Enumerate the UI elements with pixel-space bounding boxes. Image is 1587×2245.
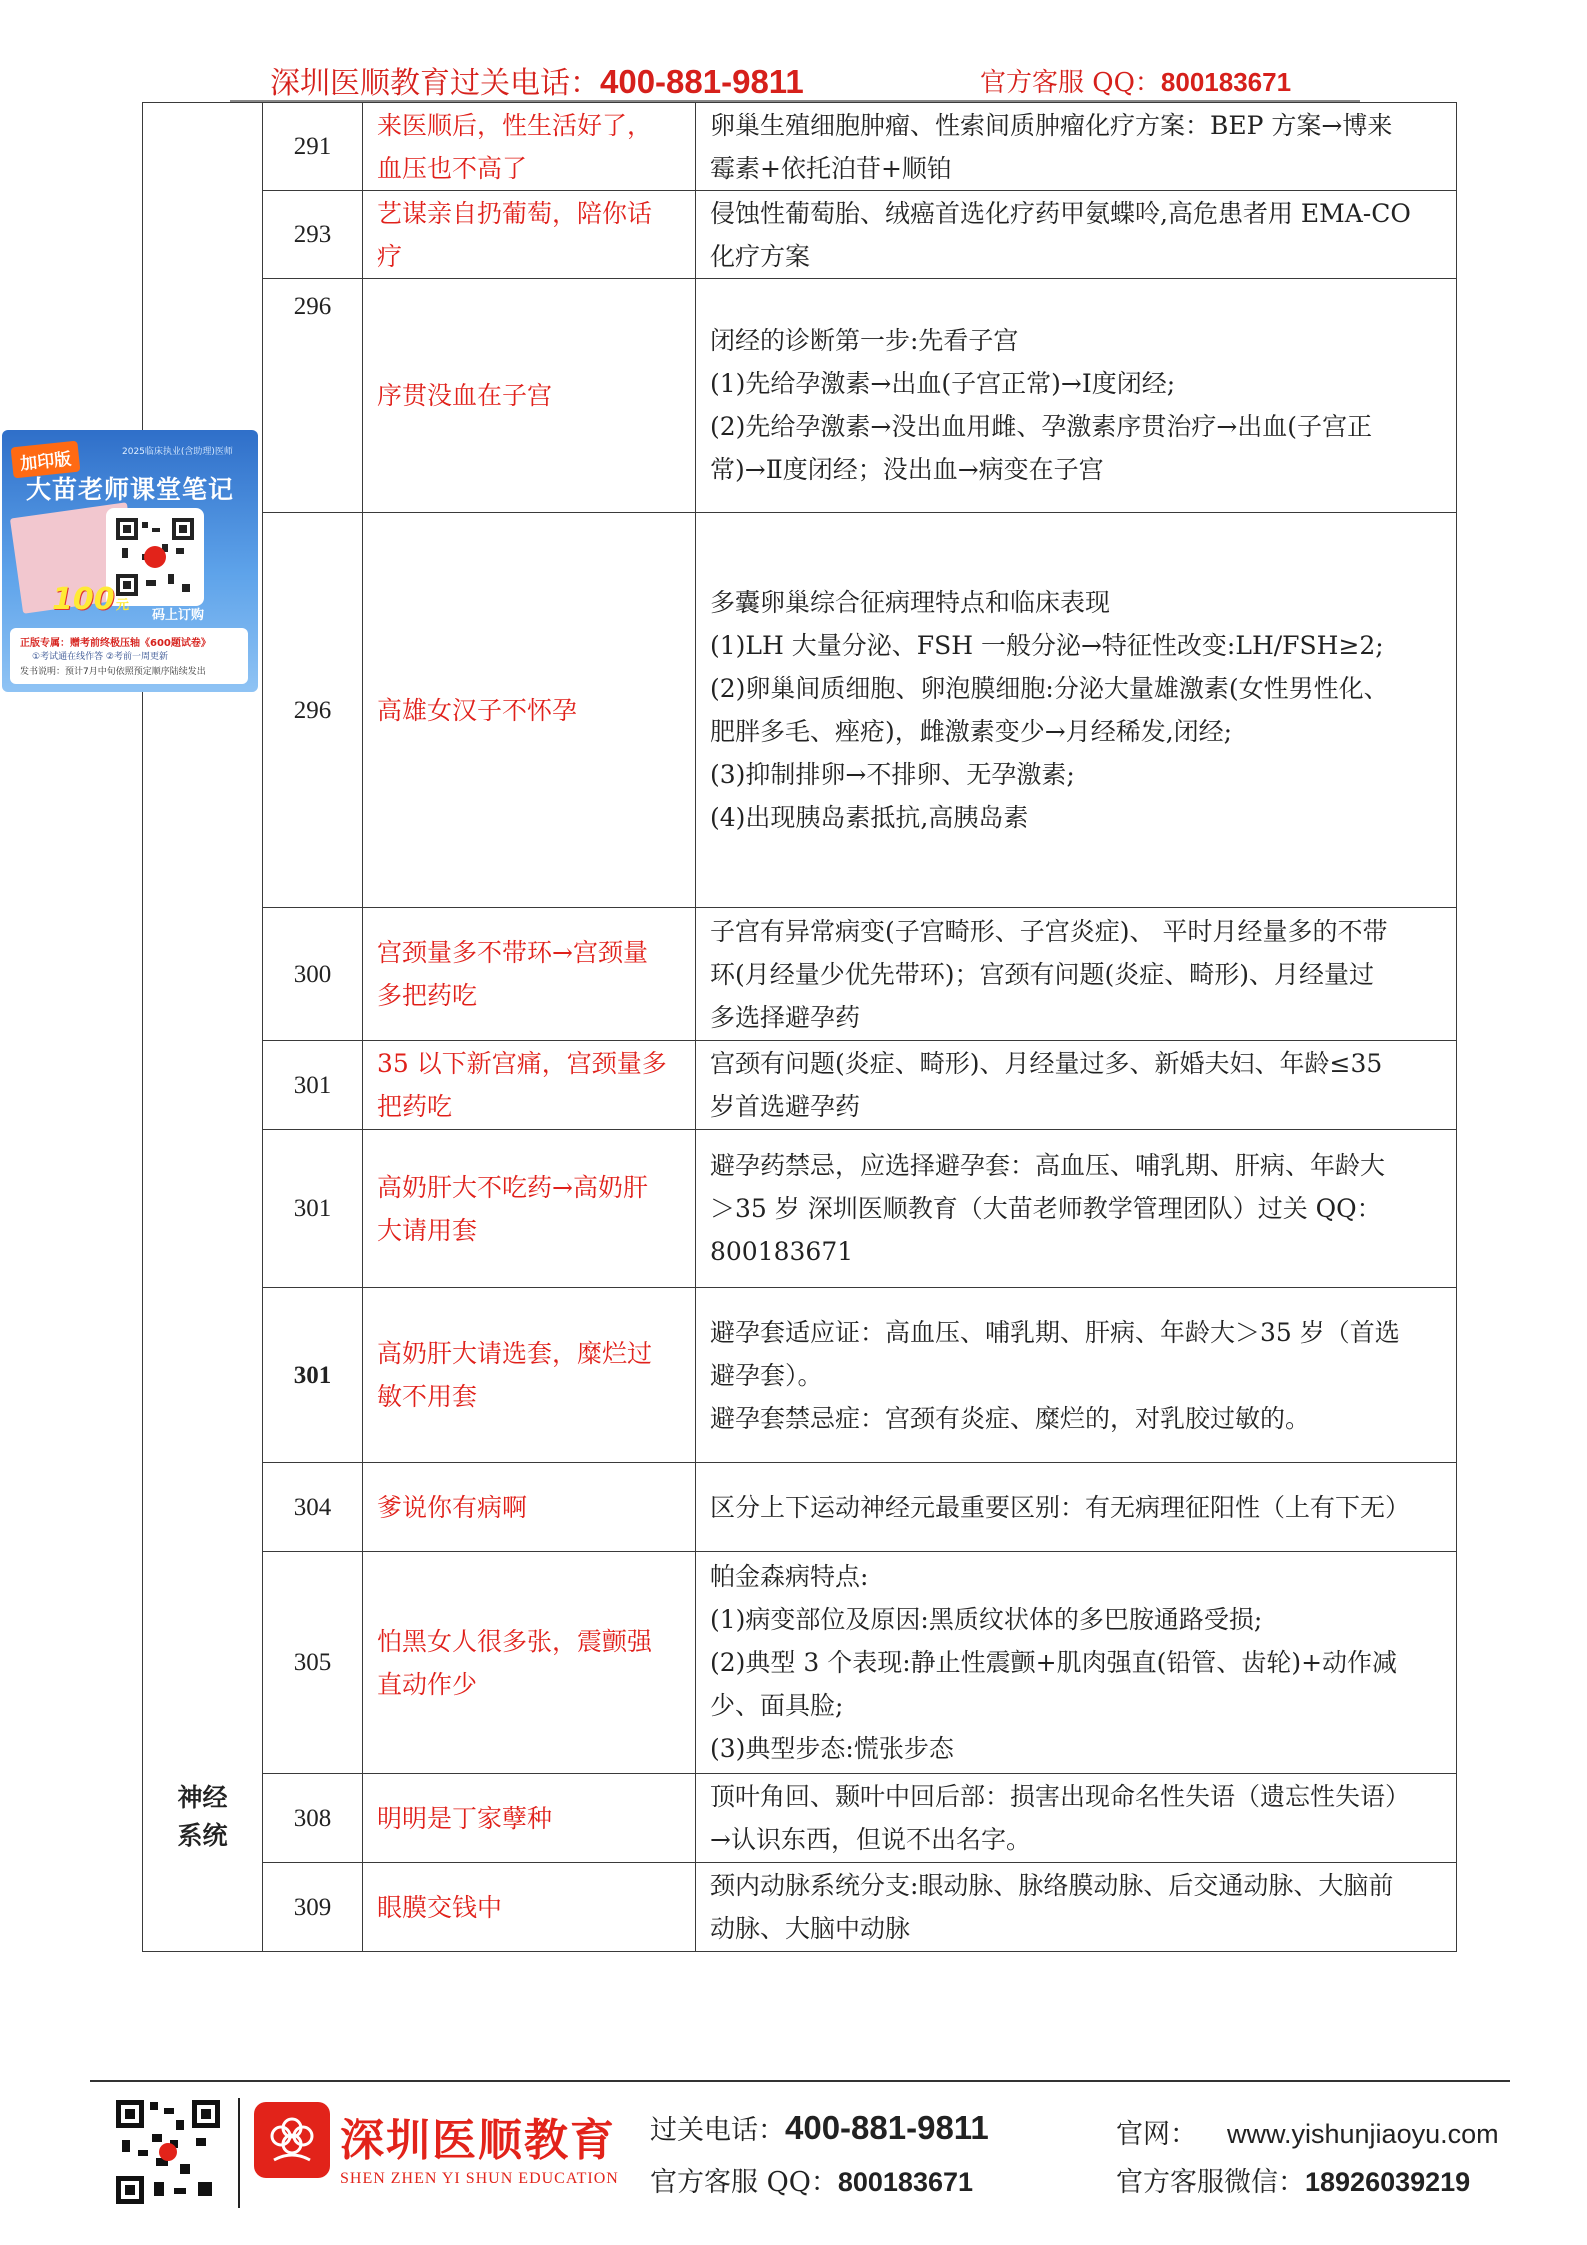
page-footer xyxy=(90,2080,1510,2232)
mnemonic-cell xyxy=(363,191,696,279)
content-line: (1)先给孕激素→出血(子宫正常)→Ⅰ度闭经; xyxy=(710,368,1176,398)
table-row xyxy=(143,908,1457,1041)
mnemonic-line: 血压也不高了 xyxy=(377,153,528,183)
footer-qq xyxy=(650,2160,973,2199)
page-number: 291 xyxy=(263,103,363,191)
mnemonic-line: 明明是丁家孽种 xyxy=(377,1803,553,1833)
content-line: 少、面具脸; xyxy=(710,1691,844,1720)
content-line: 宫颈有问题(炎症、畸形)、月经量过多、新婚夫妇、年龄≤35 xyxy=(710,1049,1383,1078)
footer-qq-number: 800183671 xyxy=(837,2167,974,2197)
mnemonic-cell xyxy=(363,1774,696,1863)
content-cell xyxy=(696,1463,1457,1552)
mnemonic-line: 35 以下新宫痛，宫颈量多 xyxy=(377,1049,667,1078)
notes-table xyxy=(142,102,1457,1952)
promo-info-line: 正版专属：赠考前终极压轴《600题试卷》 xyxy=(20,638,211,649)
mnemonic-line: 疗 xyxy=(377,241,403,271)
brand-logo-icon xyxy=(254,2102,330,2178)
content-cell xyxy=(696,103,1457,191)
table-row xyxy=(143,513,1457,908)
content-line: 子宫有异常病变(子宫畸形、子宫炎症)、 平时月经量多的不带 xyxy=(710,916,1388,946)
footer-divider xyxy=(238,2098,240,2208)
content-cell xyxy=(696,1041,1457,1130)
mnemonic-line: 高奶肝大不吃药→高奶肝 xyxy=(377,1172,648,1202)
mnemonic-line: 高雄女汉子不怀孕 xyxy=(377,695,578,725)
table-row xyxy=(143,279,1457,513)
promo-info-line: 发书说明：预计7月中旬依照预定顺序陆续发出 xyxy=(20,667,206,677)
mnemonic-line: 艺谋亲自扔葡萄，陪你话 xyxy=(377,198,653,228)
page-number: 309 xyxy=(263,1863,363,1952)
content-line: 肥胖多毛、痤疮)，雌激素变少→月经稀发,闭经; xyxy=(710,717,1233,746)
page-number: 301 xyxy=(263,1288,363,1463)
footer-phone: 400-881-9811 xyxy=(785,2109,989,2146)
page-number: 308 xyxy=(263,1774,363,1863)
content-line: (2)先给孕激素→没出血用雌、孕激素序贯治疗→出血(子宫正 xyxy=(710,411,1373,441)
content-line: 颈内动脉系统分支:眼动脉、脉络膜动脉、后交通动脉、大脑前 xyxy=(710,1871,1394,1900)
promo-order-cta[interactable]: 码上订购 xyxy=(152,608,205,623)
mnemonic-line: 爹说你有病啊 xyxy=(377,1492,528,1522)
footer-website-label: 官网： xyxy=(1116,2119,1197,2150)
logo-mark-icon xyxy=(254,2102,330,2178)
content-line: (2)典型 3 个表现:静止性震颤+肌肉强直(铅管、齿轮)+动作减 xyxy=(710,1648,1398,1677)
page-number: 301 xyxy=(263,1130,363,1288)
qr-code-icon xyxy=(112,514,198,600)
content-line: (3)典型步态:慌张步态 xyxy=(710,1734,954,1763)
table-row xyxy=(143,1288,1457,1463)
content-cell xyxy=(696,1863,1457,1952)
mnemonic-cell xyxy=(363,279,696,513)
page-header xyxy=(230,54,1360,102)
promo-title: 大苗老师课堂笔记 xyxy=(25,475,234,504)
mnemonic-line: 敏不用套 xyxy=(377,1382,478,1411)
page-number: 304 xyxy=(263,1463,363,1552)
page-number: 293 xyxy=(263,191,363,279)
system-cell-empty xyxy=(143,103,263,1463)
footer-wechat xyxy=(1116,2160,1470,2199)
content-line: ＞35 岁 深圳医顺教育（大苗老师教学管理团队）过关 QQ： xyxy=(710,1194,1382,1223)
mnemonic-cell xyxy=(363,1130,696,1288)
page-number: 301 xyxy=(263,1041,363,1130)
mnemonic-cell xyxy=(363,1041,696,1130)
footer-qr-code-icon xyxy=(114,2098,222,2206)
content-line: 避孕药禁忌，应选择避孕套：高血压、哺乳期、肝病、年龄大 xyxy=(710,1151,1386,1180)
mnemonic-line: 大请用套 xyxy=(377,1215,478,1245)
mnemonic-line: 高奶肝大请选套，糜烂过 xyxy=(377,1339,653,1368)
table-row xyxy=(143,1041,1457,1130)
mnemonic-cell xyxy=(363,908,696,1041)
mnemonic-cell xyxy=(363,513,696,908)
table-row xyxy=(143,1552,1457,1774)
content-line: 帕金森病特点: xyxy=(710,1562,869,1591)
content-cell xyxy=(696,1774,1457,1863)
content-cell xyxy=(696,1288,1457,1463)
content-line: 800183671 xyxy=(710,1237,854,1266)
header-qq-label: 官方客服 QQ： xyxy=(980,68,1161,98)
header-qq-number: 800183671 xyxy=(1160,67,1292,97)
system-label-cell xyxy=(143,1463,263,1952)
promo-tag: 加印版 xyxy=(11,441,81,479)
footer-hotline-label: 过关电话： xyxy=(650,2115,785,2146)
mnemonic-line: 多把药吃 xyxy=(377,981,478,1010)
header-hotline-label: 深圳医顺教育过关电话： xyxy=(270,66,600,101)
content-line: 顶叶角回、颞叶中回后部：损害出现命名性失语（遗忘性失语） xyxy=(710,1782,1411,1811)
content-cell xyxy=(696,1552,1457,1774)
footer-hotline xyxy=(650,2108,989,2147)
table-row xyxy=(143,1863,1457,1952)
table-row xyxy=(143,1130,1457,1288)
content-cell xyxy=(696,1130,1457,1288)
content-line: 化疗方案 xyxy=(710,241,811,271)
content-line: 区分上下运动神经元最重要区别：有无病理征阳性（上有下无） xyxy=(710,1492,1411,1522)
promo-price: 100 xyxy=(52,582,115,617)
content-cell xyxy=(696,279,1457,513)
header-qq xyxy=(980,62,1291,99)
mnemonic-line: 宫颈量多不带环→宫颈量 xyxy=(377,938,648,967)
mnemonic-line: 把药吃 xyxy=(377,1092,453,1121)
mnemonic-line: 眼膜交钱中 xyxy=(377,1892,503,1922)
page-number: 300 xyxy=(263,908,363,1041)
table-row xyxy=(143,191,1457,279)
content-line: (3)抑制排卵→不排卵、无孕激素; xyxy=(710,760,1075,789)
content-line: 避孕套适应证：高血压、哺乳期、肝病、年龄大＞35 岁（首选 xyxy=(710,1317,1400,1347)
page-number: 305 xyxy=(263,1552,363,1774)
content-line: (1)病变部位及原因:黑质纹状体的多巴胺通路受损; xyxy=(710,1605,1263,1634)
content-line: →认识东西，但说不出名字。 xyxy=(710,1825,1031,1854)
content-line: 岁首选避孕药 xyxy=(710,1092,861,1121)
content-line: 常)→Ⅱ度闭经；没出血→病变在子宫 xyxy=(710,454,1104,484)
footer-website-url[interactable]: www.yishunjiaoyu.com xyxy=(1227,2119,1499,2149)
system-label-line: 神经 xyxy=(177,1783,228,1812)
mnemonic-cell xyxy=(363,1288,696,1463)
content-line: 动脉、大脑中动脉 xyxy=(710,1914,911,1943)
footer-wechat-label: 官方客服微信： xyxy=(1116,2167,1305,2198)
content-line: 多囊卵巢综合征病理特点和临床表现 xyxy=(710,588,1111,617)
table-row xyxy=(143,103,1457,191)
mnemonic-cell xyxy=(363,1552,696,1774)
promo-qr-code[interactable] xyxy=(106,508,204,606)
table-row xyxy=(143,1463,1457,1552)
table-row xyxy=(143,1774,1457,1863)
mnemonic-line: 怕黑女人很多张，震颤强 xyxy=(377,1626,653,1656)
footer-qq-label: 官方客服 QQ： xyxy=(650,2167,838,2198)
content-line: (1)LH 大量分泌、FSH 一般分泌→特征性改变:LH/FSH≥2; xyxy=(710,631,1384,660)
content-line: (4)出现胰岛素抵抗,高胰岛素 xyxy=(710,803,1029,832)
content-line: 侵蚀性葡萄胎、绒癌首选化疗药甲氨蝶呤,高危患者用 EMA-CO xyxy=(710,198,1411,228)
promo-card[interactable] xyxy=(2,430,258,692)
content-line: 环(月经量少优先带环)；宫颈有问题(炎症、畸形)、月经量过 xyxy=(710,959,1375,989)
page-number: 296 xyxy=(263,279,363,513)
mnemonic-line: 序贯没血在子宫 xyxy=(377,381,553,410)
header-phone: 400-881-9811 xyxy=(600,63,804,100)
page-number: 296 xyxy=(263,513,363,908)
mnemonic-cell xyxy=(363,1463,696,1552)
header-hotline xyxy=(270,58,804,102)
content-line: 避孕套）。 xyxy=(710,1360,823,1390)
content-cell xyxy=(696,908,1457,1041)
mnemonic-cell xyxy=(363,1863,696,1952)
footer-brand-name: 深圳医顺教育 xyxy=(340,2115,616,2166)
mnemonic-line: 直动作少 xyxy=(377,1669,478,1699)
system-label-line: 系统 xyxy=(177,1821,228,1850)
content-line: 闭经的诊断第一步:先看子宫 xyxy=(710,325,1019,355)
content-line: 霉素+依托泊苷+顺铂 xyxy=(710,153,952,183)
content-cell xyxy=(696,191,1457,279)
footer-website xyxy=(1116,2112,1499,2151)
promo-info-line: ①考试通在线作答 ②考前一周更新 xyxy=(32,652,168,662)
footer-brand-english: SHEN ZHEN YI SHUN EDUCATION xyxy=(340,2170,619,2187)
mnemonic-cell xyxy=(363,103,696,191)
content-line: 避孕套禁忌症：宫颈有炎症、糜烂的，对乳胶过敏的。 xyxy=(710,1403,1311,1433)
content-line: 多选择避孕药 xyxy=(710,1002,861,1032)
content-line: 卵巢生殖细胞肿瘤、性索间质肿瘤化疗方案：BEP 方案→博来 xyxy=(710,110,1393,140)
content-line: (2)卵巢间质细胞、卵泡膜细胞:分泌大量雄激素(女性男性化、 xyxy=(710,674,1389,703)
promo-subtitle: 2025临床执业(含助理)医师 xyxy=(122,447,233,457)
content-cell xyxy=(696,513,1457,908)
footer-wechat-id: 18926039219 xyxy=(1305,2167,1471,2197)
mnemonic-line: 来医顺后，性生活好了， xyxy=(377,110,653,140)
promo-price-unit: 元 xyxy=(116,598,130,613)
